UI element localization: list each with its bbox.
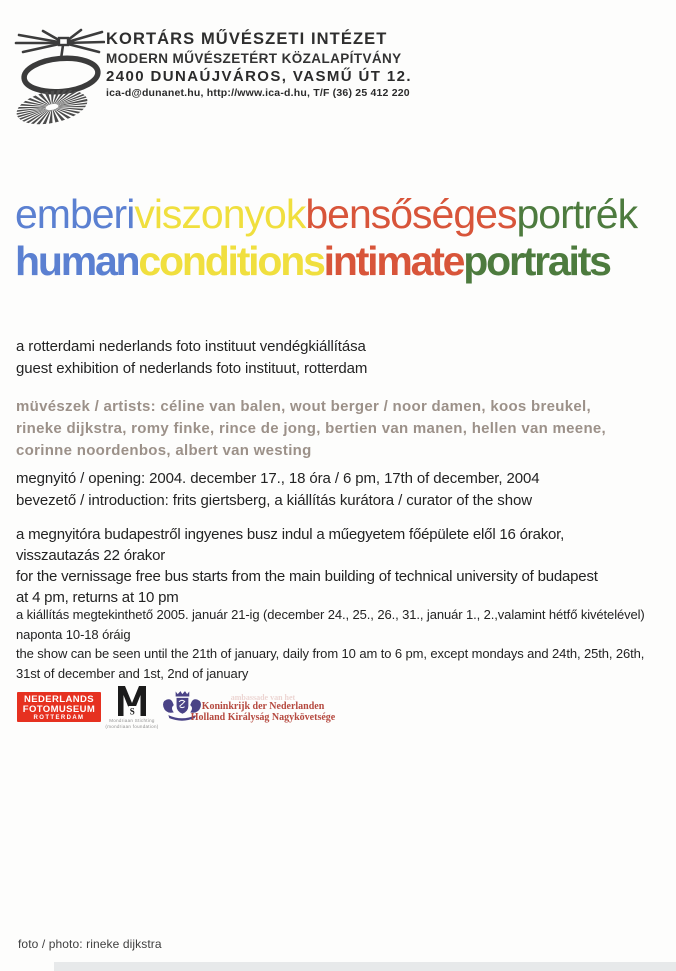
visiting-dates — [16, 605, 645, 683]
opening-line: megnyitó / opening: 2004. december 17., 18 óra / 6 pm, 17th of december, 2004 — [16, 470, 540, 487]
fotomuseum-line: FOTOMUSEUM — [22, 703, 96, 715]
mondriaan-stichting-logo — [104, 686, 160, 729]
title-word: human — [15, 238, 139, 284]
title-word: emberi — [15, 191, 135, 237]
embassy-name-nl: Koninkrijk der Nederlanden — [201, 701, 325, 712]
artists-line: corinne noordenbos, albert van westing — [16, 442, 312, 459]
scan-artifact-strip — [54, 962, 676, 971]
foundation-name: MODERN MŰVÉSZETÉRT KÖZALAPÍTVÁNY — [106, 50, 402, 66]
title-word: conditions — [138, 238, 324, 284]
exhibition-intro — [16, 336, 367, 380]
bus-line: visszautazás 22 órakor — [16, 547, 166, 564]
title-english — [15, 238, 637, 285]
dates-line: a kiállítás megtekinthető 2005. január 21-ig (december 24., 25., 26., 31., január 1., 2.,valamint hétfő kivételével) — [16, 607, 645, 622]
mondriaan-caption: Mondriaan Stichting — [109, 718, 155, 723]
embassy-logo-text — [190, 693, 336, 723]
introduction-line: bevezető / introduction: frits giertsberg, a kiállítás kurátora / curator of the show — [16, 492, 532, 509]
bus-line: a megnyitóra budapestről ingyenes busz indul a műegyetem főépülete elől 16 órakor, — [16, 526, 565, 543]
intro-line-en: guest exhibition of nederlands foto instituut, rotterdam — [16, 360, 368, 377]
org-contact: ica-d@dunanet.hu, http://www.ica-d.hu, T/F (36) 25 412 220 — [106, 87, 410, 99]
dates-line: 31st of december and 1st, 2nd of january — [16, 665, 249, 681]
title-word: portrék — [516, 191, 638, 237]
org-address: 2400 DUNAÚJVÁROS, VASMŰ ÚT 12. — [106, 68, 412, 85]
nederlands-fotomuseum-logo — [17, 692, 101, 722]
dates-line: the show can be seen until the 21th of january, daily from 10 am to 6 pm, except mondays and 24th, 25th, 26th, — [16, 646, 645, 661]
title-word: intimate — [323, 238, 464, 284]
title-word: viszonyok — [134, 191, 306, 237]
photo-credit: foto / photo: rineke dijkstra — [18, 937, 162, 951]
embassy-name-hu: Holland Királyság Nagykövetsége — [190, 711, 336, 723]
exhibition-title — [15, 191, 637, 285]
ica-d-sculpture-logo-icon — [13, 26, 105, 128]
bus-line: for the vernissage free bus starts from the main building of technical university of budapest — [16, 568, 598, 585]
bus-info — [16, 524, 598, 608]
dates-line: naponta 10-18 óráig — [16, 626, 131, 642]
title-word: portraits — [463, 238, 610, 284]
svg-text:S: S — [129, 706, 135, 717]
org-name: KORTÁRS MŰVÉSZETI INTÉZET — [106, 30, 388, 48]
bus-line: at 4 pm, returns at 10 pm — [16, 589, 179, 606]
mondriaan-caption: (mondriaan foundation) — [105, 723, 159, 729]
artists-line: rineke dijkstra, romy finke, rince de jong, bertien van manen, hellen van meene, — [16, 420, 607, 437]
letterhead — [106, 31, 412, 99]
title-hungarian — [15, 191, 637, 238]
intro-line-hu: a rotterdami nederlands foto instituut vendégkiállítása — [16, 338, 366, 355]
title-word: bensőséges — [305, 191, 517, 237]
fotomuseum-city: ROTTERDAM — [33, 715, 85, 721]
fotomuseum-line: NEDERLANDS — [24, 694, 94, 705]
artists-line: müvészek / artists: céline van balen, wout berger / noor damen, koos breukel, — [16, 398, 591, 415]
opening-info — [16, 468, 539, 512]
artists-list — [16, 396, 606, 462]
mondriaan-m-icon — [115, 686, 149, 718]
embassy-faint-line: ambassade van het — [230, 693, 296, 702]
